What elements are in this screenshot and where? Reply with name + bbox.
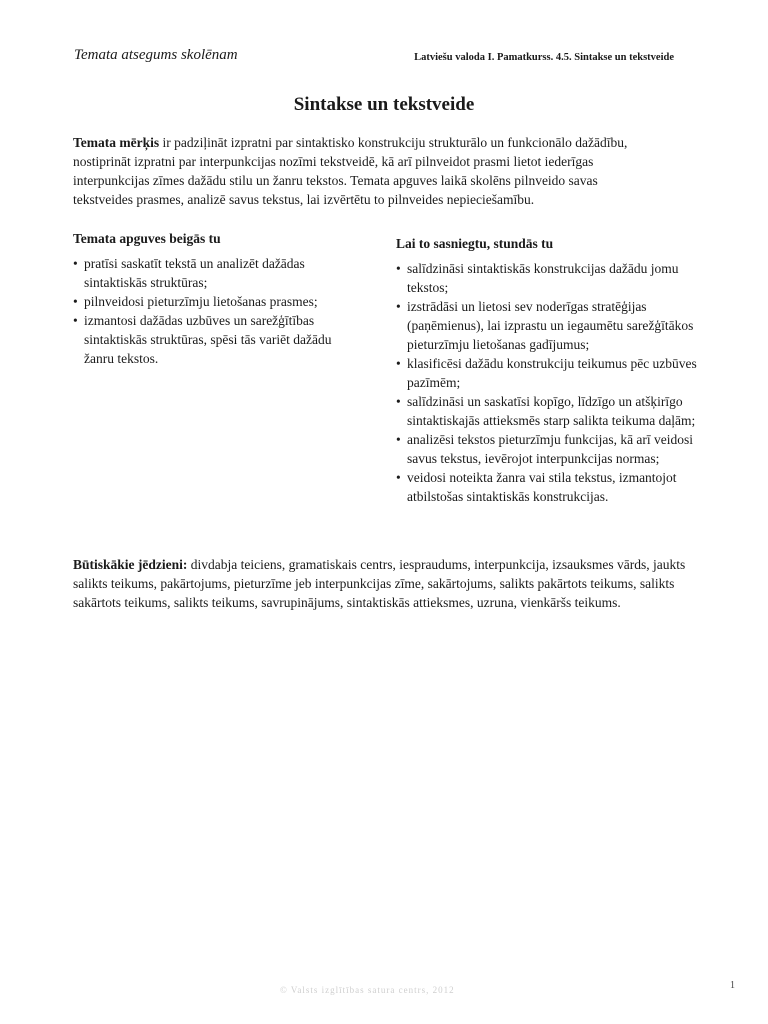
list-item (396, 430, 706, 468)
activities-heading: Lai to sasniegtu, stundās tu (396, 236, 554, 251)
list-item-text: analizēsi tekstos pieturzīmju funkcijas, kā arī veidosi savus tekstus, ievērojot interpunkcijas normas; (407, 432, 694, 466)
list-item-text: pilnveidosi pieturzīmju lietošanas prasmes; (84, 294, 318, 309)
list-item-text: veidosi noteikta žanra vai stila tekstus, izmantojot atbilstošas sintaktiskās konstrukcijas. (407, 470, 677, 504)
footer-copyright: © Valsts izglītības satura centrs, 2012 (280, 985, 455, 995)
bullet-icon: • (396, 470, 401, 485)
bullet-icon: • (73, 294, 78, 309)
list-item (73, 292, 363, 311)
list-item (396, 468, 706, 506)
list-item-text: izmantosi dažādas uzbūves un sarežģītības sintaktiskās struktūras, spēsi tās variēt dažādu žanru tekstos. (84, 313, 332, 366)
list-item-text: salīdzināsi un saskatīsi kopīgo, līdzīgo un atšķirīgo sintaktiskajās attieksmēs starp salikta teikuma daļām; (407, 394, 696, 428)
header-subject-label: Temata atsegums skolēnam (74, 47, 238, 63)
bullet-icon: • (73, 256, 78, 271)
key-concepts-label: Būtiskākie jēdzieni: (73, 557, 188, 572)
key-concepts-text: divdabja teiciens, gramatiskais centrs, iespraudums, interpunkcija, izsauksmes vārds, jaukts salikts teikums, pakārtojums, pieturzīme jeb interpunkcijas zīme, sakārtojums, salikts pakārtots teikums, salikts sakārtots teikums, salikts teikums, savrupinājums, sintaktiskās attieksmes, uzruna, vienkāršs teikums. (73, 557, 686, 610)
list-item (396, 354, 706, 392)
bullet-icon: • (396, 261, 401, 276)
page-title: Sintakse un tekstveide (293, 94, 475, 115)
bullet-icon: • (73, 313, 78, 328)
activities-column (396, 234, 706, 506)
list-item-text: klasificēsi dažādu konstrukciju teikumus pēc uzbūves pazīmēm; (407, 356, 697, 390)
list-item (73, 311, 363, 368)
list-item (396, 392, 706, 430)
list-item-text: salīdzināsi sintaktiskās konstrukcijas dažādu jomu tekstos; (407, 261, 679, 295)
list-item-text: pratīsi saskatīt tekstā un analizēt dažādas sintaktiskās struktūras; (84, 256, 305, 290)
list-item (396, 297, 706, 354)
intro-paragraph (73, 133, 633, 209)
intro-label: Temata mērķis (73, 135, 160, 150)
bullet-icon: • (396, 432, 401, 447)
page-number: 1 (730, 980, 735, 991)
bullet-icon: • (396, 356, 401, 371)
list-item (73, 254, 363, 292)
learning-outcomes-column (73, 229, 363, 368)
list-item (396, 259, 706, 297)
list-item-text: izstrādāsi un lietosi sev noderīgas stratēģijas (paņēmienus), lai izprastu un iegaumētu sarežģītākos pieturzīmju lietošanas gadījumus; (407, 299, 694, 352)
learning-outcomes-heading: Temata apguves beigās tu (73, 231, 221, 246)
bullet-icon: • (396, 394, 401, 409)
activities-list (396, 259, 706, 506)
learning-outcomes-list (73, 254, 363, 368)
key-concepts-paragraph (73, 555, 703, 612)
header-course-title: Latviešu valoda I. Pamatkurss. 4.5. Sintakse un tekstveide (414, 52, 674, 63)
intro-text: ir padziļināt izpratni par sintaktisko konstrukciju strukturālo un funkcionālo dažādību, nostiprināt izpratni par interpunkcijas nozīmi tekstveidē, kā arī pilnveidot prasmi lietot iederīgas interpunkcijas zīmes dažādu stilu un žanru tekstos. Temata apguves laikā skolēns pilnveido savas tekstveides prasmes, analizē savus tekstus, lai izvērtētu to pilnveides nepieciešamību. (73, 135, 628, 207)
bullet-icon: • (396, 299, 401, 314)
